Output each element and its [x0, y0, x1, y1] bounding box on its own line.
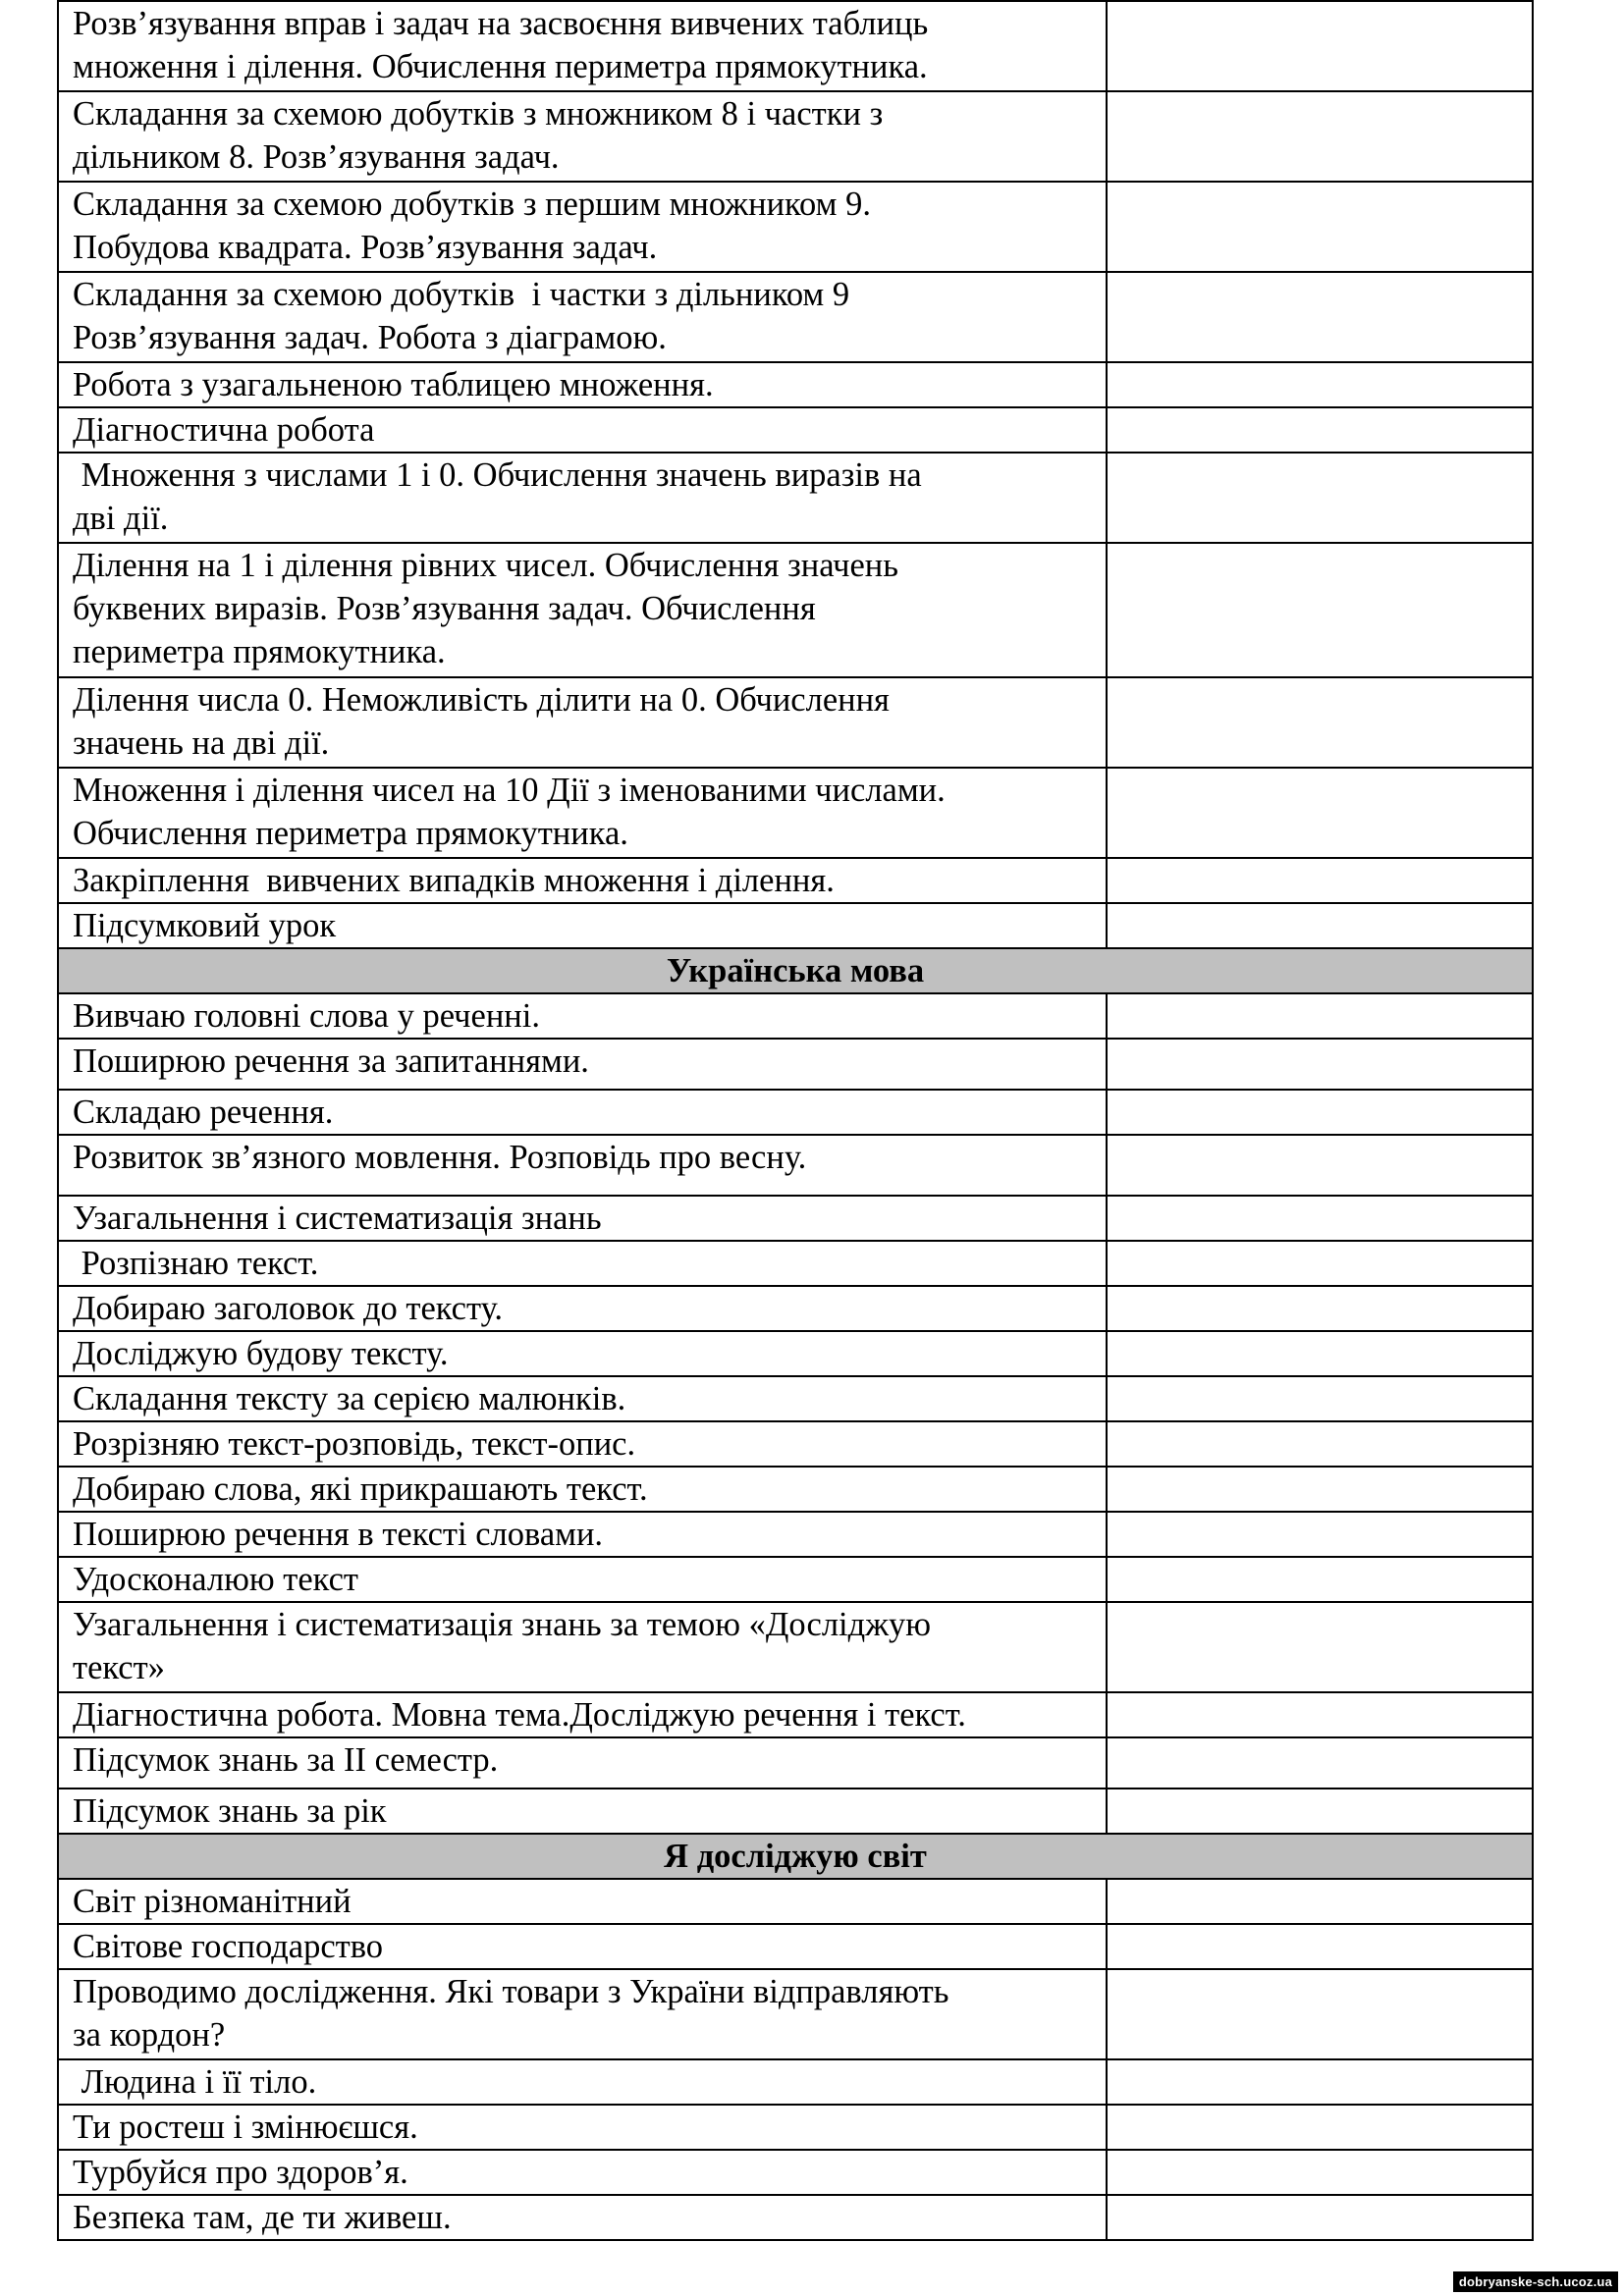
lesson-row	[58, 1376, 1533, 1421]
lesson-plan-table	[57, 0, 1534, 2241]
lesson-topic-cell: Складання за схемою добутків з множником 8 і частки з дільником 8. Розв’язування задач.	[58, 91, 1107, 182]
lesson-row	[58, 1196, 1533, 1241]
lesson-row	[58, 543, 1533, 677]
lesson-topic-cell: Діагностична робота. Мовна тема.Досліджую речення і текст.	[58, 1692, 1107, 1737]
section-title: Я досліджую світ	[58, 1834, 1533, 1879]
lesson-date-cell	[1107, 858, 1533, 903]
lesson-date-cell	[1107, 1421, 1533, 1467]
lesson-topic-cell: Ділення числа 0. Неможливість ділити на 0. Обчислення значень на дві дії.	[58, 677, 1107, 768]
lesson-date-cell	[1107, 1376, 1533, 1421]
lesson-date-cell	[1107, 1286, 1533, 1331]
lesson-row	[58, 1512, 1533, 1557]
lesson-topic-cell: Розпізнаю текст.	[58, 1241, 1107, 1286]
site-watermark: dobryanske-sch.ucoz.ua	[1453, 2271, 1618, 2292]
lesson-row	[58, 407, 1533, 453]
lesson-row	[58, 1241, 1533, 1286]
lesson-row	[58, 1, 1533, 91]
lesson-date-cell	[1107, 1241, 1533, 1286]
lesson-date-cell	[1107, 91, 1533, 182]
lesson-date-cell	[1107, 1557, 1533, 1602]
lesson-date-cell	[1107, 272, 1533, 362]
lesson-row	[58, 1331, 1533, 1376]
lesson-topic-cell: Множення і ділення чисел на 10 Дії з іменованими числами. Обчислення периметра прямокутника.	[58, 768, 1107, 858]
lesson-date-cell	[1107, 2059, 1533, 2105]
lesson-row	[58, 1924, 1533, 1969]
lesson-topic-cell: Удосконалюю текст	[58, 1557, 1107, 1602]
lesson-date-cell	[1107, 1090, 1533, 1135]
lesson-date-cell	[1107, 903, 1533, 948]
lesson-topic-cell: Складання за схемою добутків з першим множником 9. Побудова квадрата. Розв’язування задач.	[58, 182, 1107, 272]
lesson-date-cell	[1107, 1, 1533, 91]
lesson-topic-cell: Складання за схемою добутків і частки з дільником 9 Розв’язування задач. Робота з діаграмою.	[58, 272, 1107, 362]
lesson-topic-cell: Діагностична робота	[58, 407, 1107, 453]
lesson-row	[58, 677, 1533, 768]
lesson-topic-cell: Турбуйся про здоров’я.	[58, 2150, 1107, 2195]
lesson-date-cell	[1107, 543, 1533, 677]
lesson-row	[58, 1602, 1533, 1692]
lesson-date-cell	[1107, 1879, 1533, 1924]
lesson-date-cell	[1107, 993, 1533, 1039]
lesson-topic-cell: Робота з узагальненою таблицею множення.	[58, 362, 1107, 407]
lesson-date-cell	[1107, 1467, 1533, 1512]
lesson-date-cell	[1107, 453, 1533, 543]
lesson-date-cell	[1107, 2105, 1533, 2150]
lesson-date-cell	[1107, 768, 1533, 858]
lesson-row	[58, 2105, 1533, 2150]
lesson-row	[58, 1421, 1533, 1467]
lesson-topic-cell: Розрізняю текст-розповідь, текст-опис.	[58, 1421, 1107, 1467]
lesson-date-cell	[1107, 1692, 1533, 1737]
lesson-row	[58, 272, 1533, 362]
lesson-date-cell	[1107, 1196, 1533, 1241]
lesson-row	[58, 2195, 1533, 2240]
lesson-topic-cell: Безпека там, де ти живеш.	[58, 2195, 1107, 2240]
lesson-topic-cell: Узагальнення і систематизація знань за темою «Досліджую текст»	[58, 1602, 1107, 1692]
lesson-date-cell	[1107, 1602, 1533, 1692]
lesson-topic-cell: Поширюю речення за запитаннями.	[58, 1039, 1107, 1090]
lesson-topic-cell: Поширюю речення в тексті словами.	[58, 1512, 1107, 1557]
lesson-topic-cell: Вивчаю головні слова у реченні.	[58, 993, 1107, 1039]
lesson-topic-cell: Складаю речення.	[58, 1090, 1107, 1135]
lesson-topic-cell: Ти ростеш і змінюєшся.	[58, 2105, 1107, 2150]
lesson-date-cell	[1107, 1737, 1533, 1789]
lesson-topic-cell: Добираю слова, які прикрашають текст.	[58, 1467, 1107, 1512]
lesson-row	[58, 1789, 1533, 1834]
lesson-topic-cell: Підсумок знань за ІІ семестр.	[58, 1737, 1107, 1789]
lesson-row	[58, 362, 1533, 407]
lesson-date-cell	[1107, 1924, 1533, 1969]
lesson-row	[58, 1039, 1533, 1090]
lesson-row	[58, 1692, 1533, 1737]
section-title: Українська мова	[58, 948, 1533, 993]
lesson-row	[58, 1135, 1533, 1196]
lesson-row	[58, 91, 1533, 182]
lesson-date-cell	[1107, 407, 1533, 453]
lesson-topic-cell: Добираю заголовок до тексту.	[58, 1286, 1107, 1331]
lesson-row	[58, 453, 1533, 543]
lesson-topic-cell: Складання тексту за серією малюнків.	[58, 1376, 1107, 1421]
section-header-row	[58, 948, 1533, 993]
lesson-date-cell	[1107, 2195, 1533, 2240]
lesson-topic-cell: Підсумковий урок	[58, 903, 1107, 948]
lesson-row	[58, 1286, 1533, 1331]
lesson-topic-cell: Узагальнення і систематизація знань	[58, 1196, 1107, 1241]
lesson-row	[58, 2150, 1533, 2195]
lesson-date-cell	[1107, 1969, 1533, 2059]
lesson-date-cell	[1107, 677, 1533, 768]
lesson-topic-cell: Світ різноманітний	[58, 1879, 1107, 1924]
lesson-row	[58, 1467, 1533, 1512]
lesson-row	[58, 182, 1533, 272]
lesson-topic-cell: Розв’язування вправ і задач на засвоєння вивчених таблиць множення і ділення. Обчислення периметра прямокутника.	[58, 1, 1107, 91]
lesson-date-cell	[1107, 362, 1533, 407]
lesson-row	[58, 1879, 1533, 1924]
lesson-row	[58, 2059, 1533, 2105]
lesson-topic-cell: Світове господарство	[58, 1924, 1107, 1969]
lesson-row	[58, 903, 1533, 948]
lesson-row	[58, 1737, 1533, 1789]
lesson-topic-cell: Множення з числами 1 і 0. Обчислення значень виразів на дві дії.	[58, 453, 1107, 543]
lesson-row	[58, 858, 1533, 903]
lesson-topic-cell: Людина і її тіло.	[58, 2059, 1107, 2105]
lesson-row	[58, 993, 1533, 1039]
lesson-topic-cell: Досліджую будову тексту.	[58, 1331, 1107, 1376]
lesson-row	[58, 1969, 1533, 2059]
lesson-row	[58, 768, 1533, 858]
lesson-date-cell	[1107, 1039, 1533, 1090]
lesson-date-cell	[1107, 2150, 1533, 2195]
lesson-row	[58, 1557, 1533, 1602]
section-header-row	[58, 1834, 1533, 1879]
lesson-row	[58, 1090, 1533, 1135]
lesson-topic-cell: Розвиток зв’язного мовлення. Розповідь про весну.	[58, 1135, 1107, 1196]
lesson-topic-cell: Проводимо дослідження. Які товари з України відправляють за кордон?	[58, 1969, 1107, 2059]
lesson-date-cell	[1107, 1512, 1533, 1557]
lesson-date-cell	[1107, 1789, 1533, 1834]
lesson-topic-cell: Підсумок знань за рік	[58, 1789, 1107, 1834]
lesson-date-cell	[1107, 1331, 1533, 1376]
lesson-date-cell	[1107, 182, 1533, 272]
lesson-topic-cell: Закріплення вивчених випадків множення і ділення.	[58, 858, 1107, 903]
lesson-topic-cell: Ділення на 1 і ділення рівних чисел. Обчислення значень буквених виразів. Розв’язування задач. Обчислення периметра прямокутника.	[58, 543, 1107, 677]
lesson-date-cell	[1107, 1135, 1533, 1196]
lesson-plan-body	[58, 1, 1533, 2240]
